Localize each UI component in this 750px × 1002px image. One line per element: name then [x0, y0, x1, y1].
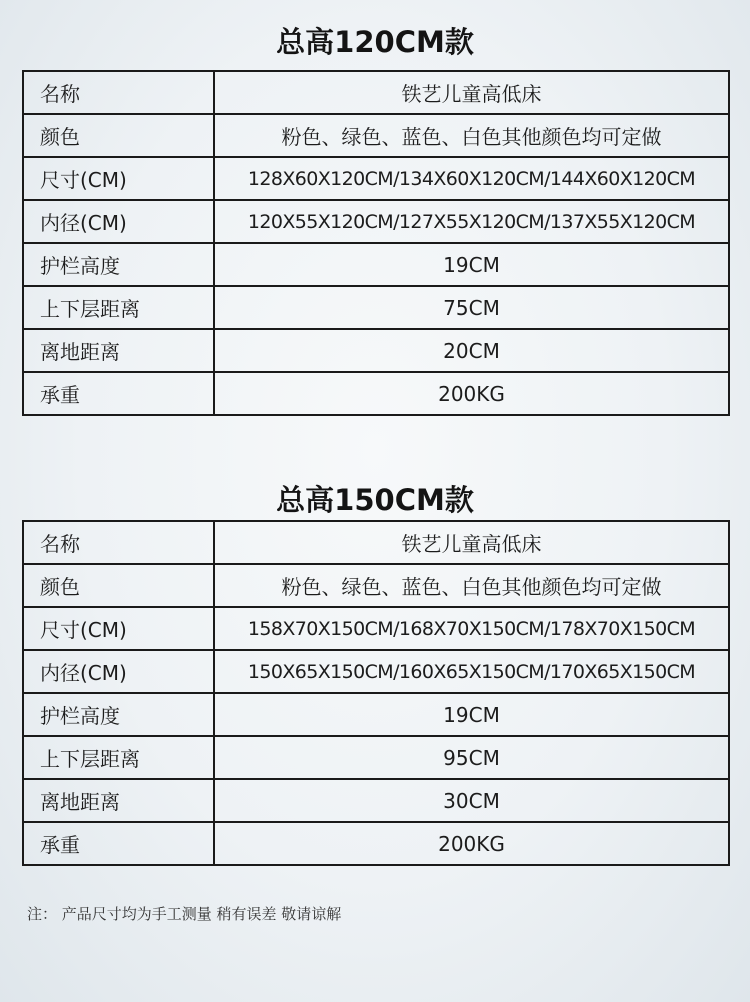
table-row [23, 779, 729, 822]
row-label-name: 名称 [23, 521, 214, 564]
row-value-load: 200KG [214, 822, 729, 865]
spec-table-120 [22, 70, 730, 416]
row-label-color: 颜色 [23, 114, 214, 157]
table-row [23, 521, 729, 564]
row-label-inner: 内径(CM) [23, 650, 214, 693]
row-value-name: 铁艺儿童高低床 [214, 521, 729, 564]
row-value-load: 200KG [214, 372, 729, 415]
row-value-deck-distance: 75CM [214, 286, 729, 329]
table-row [23, 157, 729, 200]
row-label-ground-clearance: 离地距离 [23, 329, 214, 372]
row-label-load: 承重 [23, 822, 214, 865]
table-row [23, 243, 729, 286]
table-row [23, 693, 729, 736]
row-label-deck-distance: 上下层距离 [23, 286, 214, 329]
row-value-ground-clearance: 20CM [214, 329, 729, 372]
row-value-deck-distance: 95CM [214, 736, 729, 779]
table-row [23, 286, 729, 329]
row-value-ground-clearance: 30CM [214, 779, 729, 822]
row-label-color: 颜色 [23, 564, 214, 607]
row-label-guardrail: 护栏高度 [23, 243, 214, 286]
section-title-120: 总高120CM款 [276, 25, 474, 59]
row-value-inner: 150X65X150CM/160X65X150CM/170X65X150CM [214, 650, 729, 693]
row-label-size: 尺寸(CM) [23, 157, 214, 200]
measurement-note: 注： 产品尺寸均为手工测量 稍有误差 敬请谅解 [27, 905, 342, 923]
table-row [23, 71, 729, 114]
table-row [23, 329, 729, 372]
row-value-inner: 120X55X120CM/127X55X120CM/137X55X120CM [214, 200, 729, 243]
row-label-size: 尺寸(CM) [23, 607, 214, 650]
table-row [23, 114, 729, 157]
table-row [23, 650, 729, 693]
table-row [23, 607, 729, 650]
row-value-color: 粉色、绿色、蓝色、白色其他颜色均可定做 [214, 564, 729, 607]
row-value-size: 128X60X120CM/134X60X120CM/144X60X120CM [214, 157, 729, 200]
table-row [23, 372, 729, 415]
row-value-color: 粉色、绿色、蓝色、白色其他颜色均可定做 [214, 114, 729, 157]
table-row [23, 564, 729, 607]
row-label-inner: 内径(CM) [23, 200, 214, 243]
table-row [23, 822, 729, 865]
spec-table-150 [22, 520, 730, 866]
row-value-size: 158X70X150CM/168X70X150CM/178X70X150CM [214, 607, 729, 650]
table-row [23, 200, 729, 243]
row-label-name: 名称 [23, 71, 214, 114]
table-row [23, 736, 729, 779]
row-value-name: 铁艺儿童高低床 [214, 71, 729, 114]
row-label-ground-clearance: 离地距离 [23, 779, 214, 822]
row-value-guardrail: 19CM [214, 243, 729, 286]
row-value-guardrail: 19CM [214, 693, 729, 736]
row-label-deck-distance: 上下层距离 [23, 736, 214, 779]
section-title-150: 总高150CM款 [276, 483, 474, 517]
row-label-load: 承重 [23, 372, 214, 415]
row-label-guardrail: 护栏高度 [23, 693, 214, 736]
